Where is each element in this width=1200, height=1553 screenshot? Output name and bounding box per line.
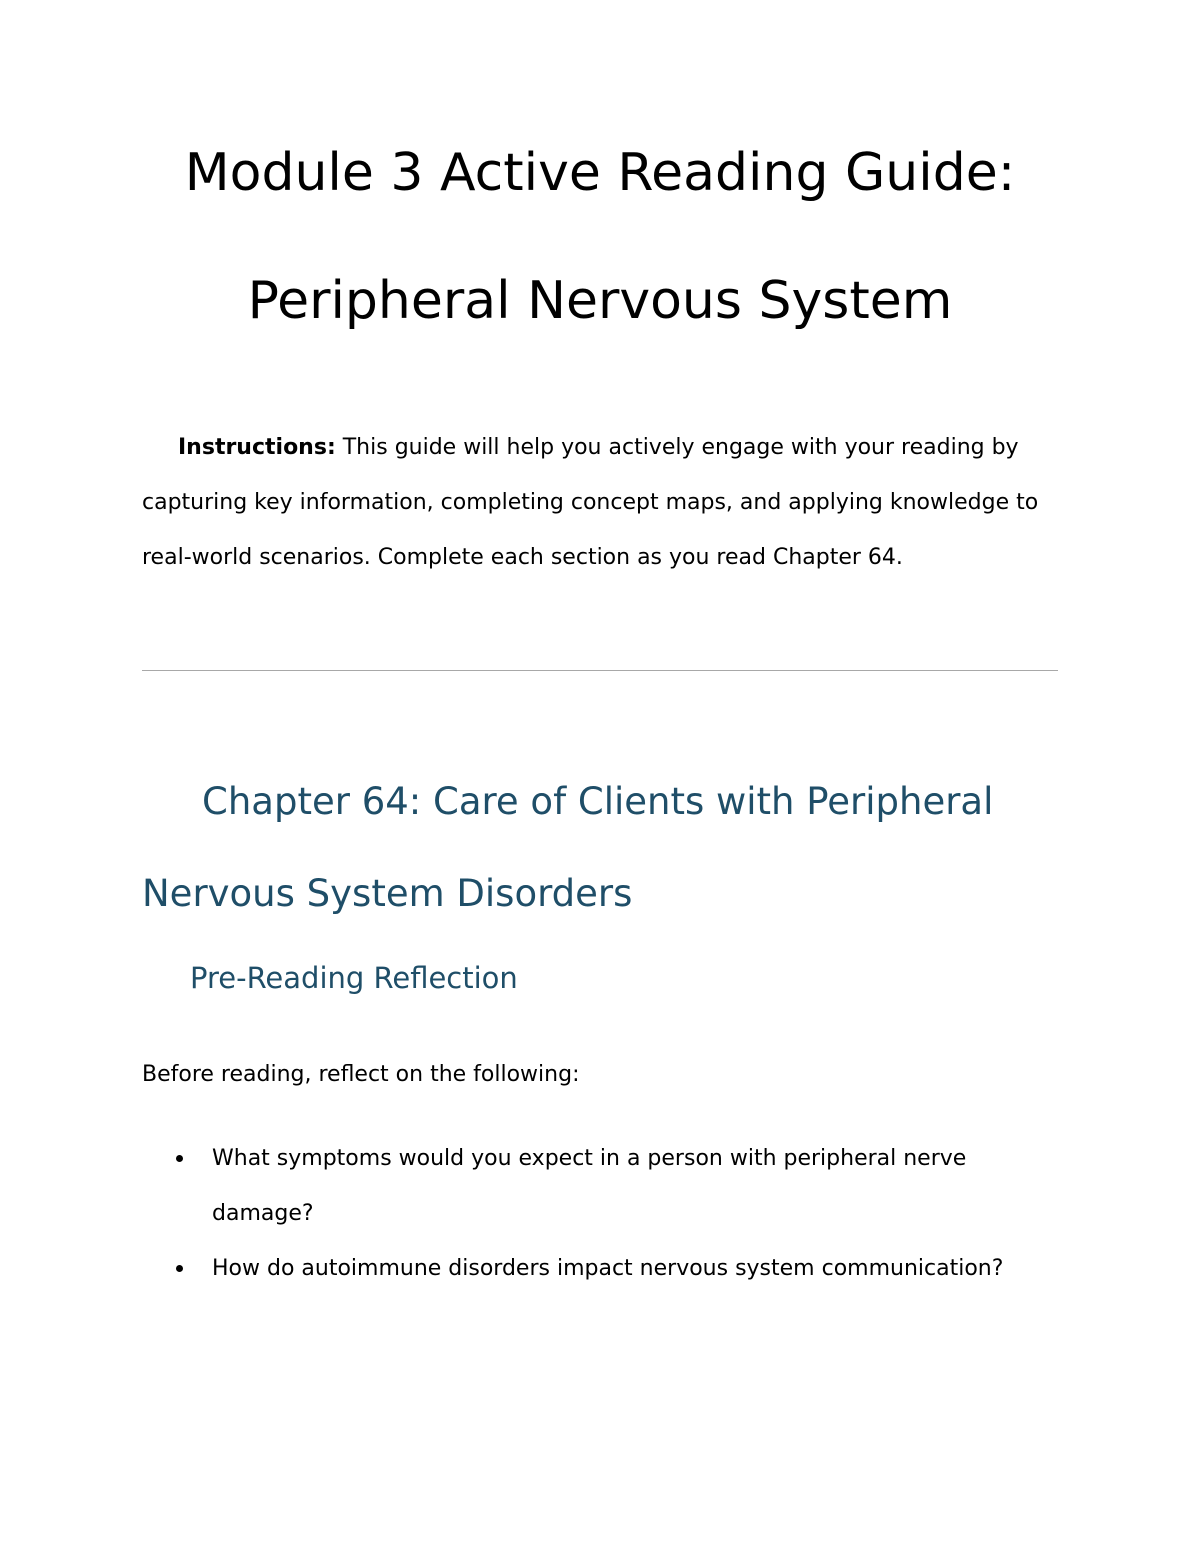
bullet-icon <box>176 1155 183 1162</box>
instructions-label: Instructions: <box>178 435 336 460</box>
instructions-text: This guide will help you actively engage with your reading by capturing key information, completing concept maps, and applying knowledge to real-world scenarios. Complete each section as you read Chapter 64. <box>142 435 1039 570</box>
chapter-heading-text: Chapter 64: Care of Clients with Peripheral Nervous System Disorders <box>142 780 994 915</box>
reflection-question: How do autoimmune disorders impact nervous system communication? <box>212 1256 1004 1281</box>
list-item <box>142 1131 1072 1241</box>
reflection-question: What symptoms would you expect in a person with peripheral nerve damage? <box>212 1146 967 1226</box>
document-title-line-2: Peripheral Nervous System <box>247 271 953 331</box>
reflection-question-list <box>142 1131 1072 1296</box>
horizontal-divider <box>142 670 1058 671</box>
chapter-heading <box>142 756 1072 940</box>
list-item <box>142 1241 1072 1296</box>
instructions-paragraph <box>142 420 1062 585</box>
pre-reading-heading: Pre-Reading Reflection <box>190 961 518 995</box>
pre-reading-intro: Before reading, reflect on the following: <box>142 1062 580 1087</box>
document-title-line-1: Module 3 Active Reading Guide: <box>184 143 1016 203</box>
bullet-icon <box>176 1265 183 1272</box>
